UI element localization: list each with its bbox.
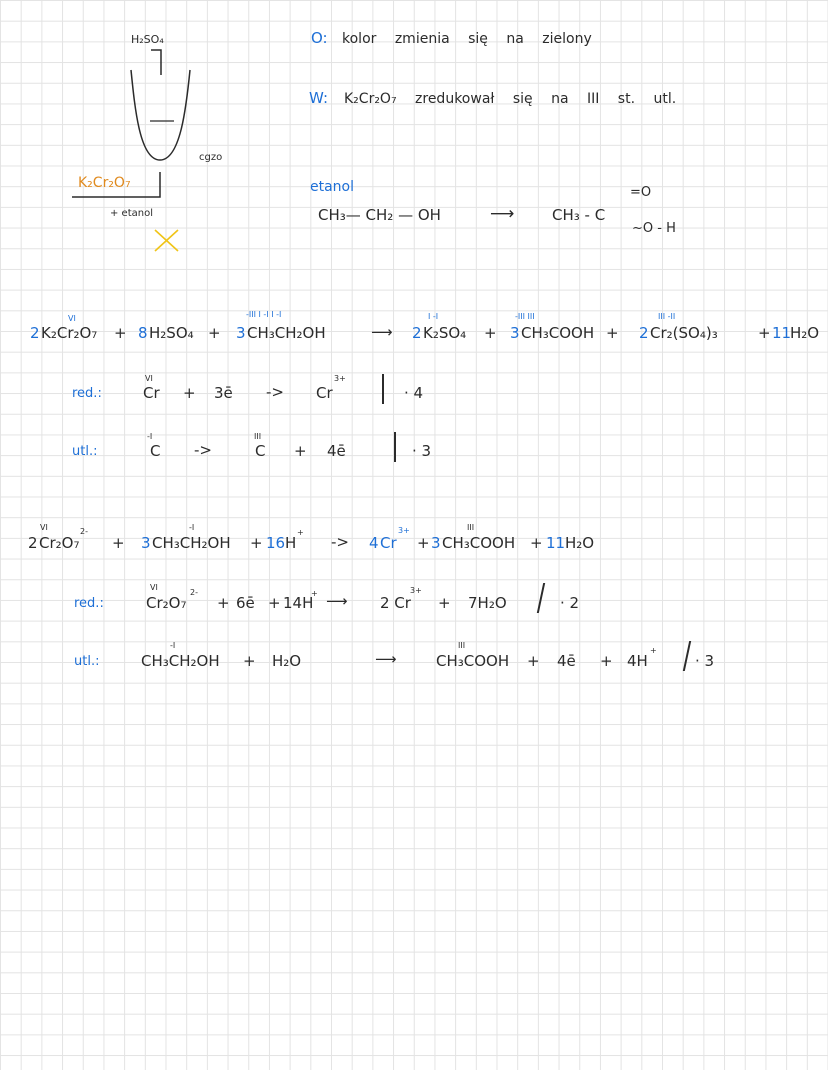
red2-hydrogen: 14H (283, 594, 314, 612)
ion-ox-cr: VI (40, 523, 48, 532)
mol-cr2so43: Cr₂(SO₄)₃ (650, 324, 718, 342)
ion-coef-1: 2 (28, 534, 38, 552)
ion-coef-6: 11 (546, 534, 566, 552)
utl1-arrow: -> (194, 441, 212, 459)
ion-ethanol: CH₃CH₂OH (152, 534, 231, 552)
ion-hydrogen-charge: + (297, 528, 304, 537)
ox-state-ethanol: -III I -I I -I (246, 310, 282, 319)
conclusion-text: K₂Cr₂O₇ zredukował się na III st. utl. (344, 91, 677, 107)
ion-ox-ethanol: -I (189, 523, 195, 532)
ion-dichromate: Cr₂O₇ (39, 534, 80, 552)
red2-electrons: 6ē (236, 594, 255, 612)
utl2-multiplier: · 3 (695, 652, 715, 670)
mol-coef-5: 3 (510, 324, 520, 342)
mol-plus-2: + (208, 324, 221, 342)
ion-coef-2: 3 (141, 534, 151, 552)
carbonyl-oxygen: =O (630, 185, 652, 200)
utl2-electrons: 4ē (557, 652, 576, 670)
mol-coef-2: 8 (138, 324, 148, 342)
hydroxyl-group: ~O - H (632, 221, 676, 236)
mol-coef-1: 2 (30, 324, 40, 342)
red2-dichromate-charge: 2- (190, 588, 198, 597)
red2-dichromate: Cr₂O₇ (146, 594, 187, 612)
utl2-water: H₂O (272, 652, 302, 670)
utl1-multiplier: · 3 (412, 442, 432, 460)
utl2-acetic-acid: CH₃COOH (436, 652, 510, 670)
ion-coef-5: 3 (431, 534, 441, 552)
utl2-ethanol: CH₃CH₂OH (141, 652, 220, 670)
utl1-electrons: 4ē (327, 442, 346, 460)
observation-label: O: (311, 29, 328, 47)
mol-plus-4: + (606, 324, 619, 342)
mol-k2cr2o7: K₂Cr₂O₇ (41, 324, 98, 342)
multiplier-bar (394, 432, 396, 462)
red2-ox-left: VI (150, 583, 158, 592)
red1-charge: 3+ (334, 374, 346, 383)
utl1-plus: + (294, 442, 307, 460)
red2-arrow: ⟶ (326, 592, 348, 610)
red2-plus-1: + (217, 594, 230, 612)
ion-coef-4: 4 (369, 534, 379, 552)
ethanol-formula: CH₃— CH₂ — OH (318, 206, 441, 224)
ox-state-acetic: -III III (515, 312, 535, 321)
ox-state-cr2so43: III -II (658, 312, 676, 321)
mol-plus-3: + (484, 324, 497, 342)
utl2-ox-left: -I (170, 641, 176, 650)
utl2-plus-2: + (527, 652, 540, 670)
ion-plus-3: + (417, 534, 430, 552)
ion-coef-3: 16 (266, 534, 286, 552)
red1-arrow: -> (266, 383, 284, 401)
red1-cr3: Cr (316, 384, 333, 402)
test-tube (131, 70, 190, 160)
ion-dichromate-charge: 2- (80, 527, 88, 536)
mol-k2so4: K₂SO₄ (423, 324, 467, 342)
acetic-acid-chain: CH₃ - C (552, 206, 606, 224)
mol-acetic-acid: CH₃COOH (521, 324, 595, 342)
mol-coef-7: 11 (772, 324, 792, 342)
utl2-hydrogen-charge: + (650, 646, 657, 655)
utl1-c: C (150, 442, 161, 460)
reagent-h2so4: H₂SO₄ (131, 33, 164, 46)
reaction-arrow: ⟶ (490, 204, 515, 224)
mol-water: H₂O (790, 324, 820, 342)
utl1-ox-left: -I (147, 432, 153, 441)
reagent-ethanol: + etanol (110, 208, 153, 219)
red1-ox-left: VI (145, 374, 153, 383)
red2-cr3-charge: 3+ (410, 586, 422, 595)
ion-hydrogen: H (285, 534, 297, 552)
ion-plus-2: + (250, 534, 263, 552)
heat-label: cgzo (199, 152, 223, 163)
utl2-plus-1: + (243, 652, 256, 670)
red2-multiplier: · 2 (560, 594, 580, 612)
reagent-k2cr2o7: K₂Cr₂O₇ (78, 175, 131, 191)
ion-cr3-charge: 3+ (398, 526, 410, 535)
ox-state-cr: VI (68, 314, 76, 323)
red1-multiplier: · 4 (404, 384, 424, 402)
utl2-plus-3: + (600, 652, 613, 670)
mol-plus-5: + (758, 324, 771, 342)
ion-water: H₂O (565, 534, 595, 552)
red2-plus-2: + (268, 594, 281, 612)
pipette-line (151, 50, 161, 75)
observation-text: kolor zmienia się na zielony (342, 31, 592, 47)
mol-arrow: ⟶ (371, 323, 393, 341)
red1-plus: + (183, 384, 196, 402)
utl1-ox-right: III (254, 432, 262, 441)
mol-coef-6: 2 (639, 324, 649, 342)
ion-plus-1: + (112, 534, 125, 552)
red2-plus-3: + (438, 594, 451, 612)
ethanol-label: etanol (310, 179, 355, 195)
mol-plus-1: + (114, 324, 127, 342)
mol-coef-3: 3 (236, 324, 246, 342)
red-label-2: red.: (74, 596, 104, 611)
red1-electrons: 3ē (214, 384, 233, 402)
utl2-ox-right: III (458, 641, 466, 650)
utl1-c-product: C (255, 442, 266, 460)
ion-arrow: -> (331, 533, 349, 551)
red2-water: 7H₂O (468, 594, 507, 612)
ox-state-k2so4: I -I (428, 312, 439, 321)
mol-h2so4: H₂SO₄ (149, 324, 194, 342)
ion-plus-4: + (530, 534, 543, 552)
mol-ethanol: CH₃CH₂OH (247, 324, 326, 342)
ion-ox-acetic: III (467, 523, 475, 532)
red-label-1: red.: (72, 386, 102, 401)
multiplier-bar (382, 374, 384, 404)
red1-cr: Cr (143, 384, 160, 402)
mol-coef-4: 2 (412, 324, 422, 342)
utl-label-2: utl.: (74, 654, 100, 669)
utl-label-1: utl.: (72, 444, 98, 459)
conclusion-label: W: (309, 89, 329, 107)
ion-acetic-acid: CH₃COOH (442, 534, 516, 552)
utl2-hydrogen: 4H (627, 652, 648, 670)
red2-hydrogen-charge: + (311, 589, 318, 598)
red2-cr3: 2 Cr (380, 594, 411, 612)
utl2-arrow: ⟶ (375, 650, 397, 668)
cross-mark (155, 230, 178, 251)
ion-cr3: Cr (380, 534, 397, 552)
